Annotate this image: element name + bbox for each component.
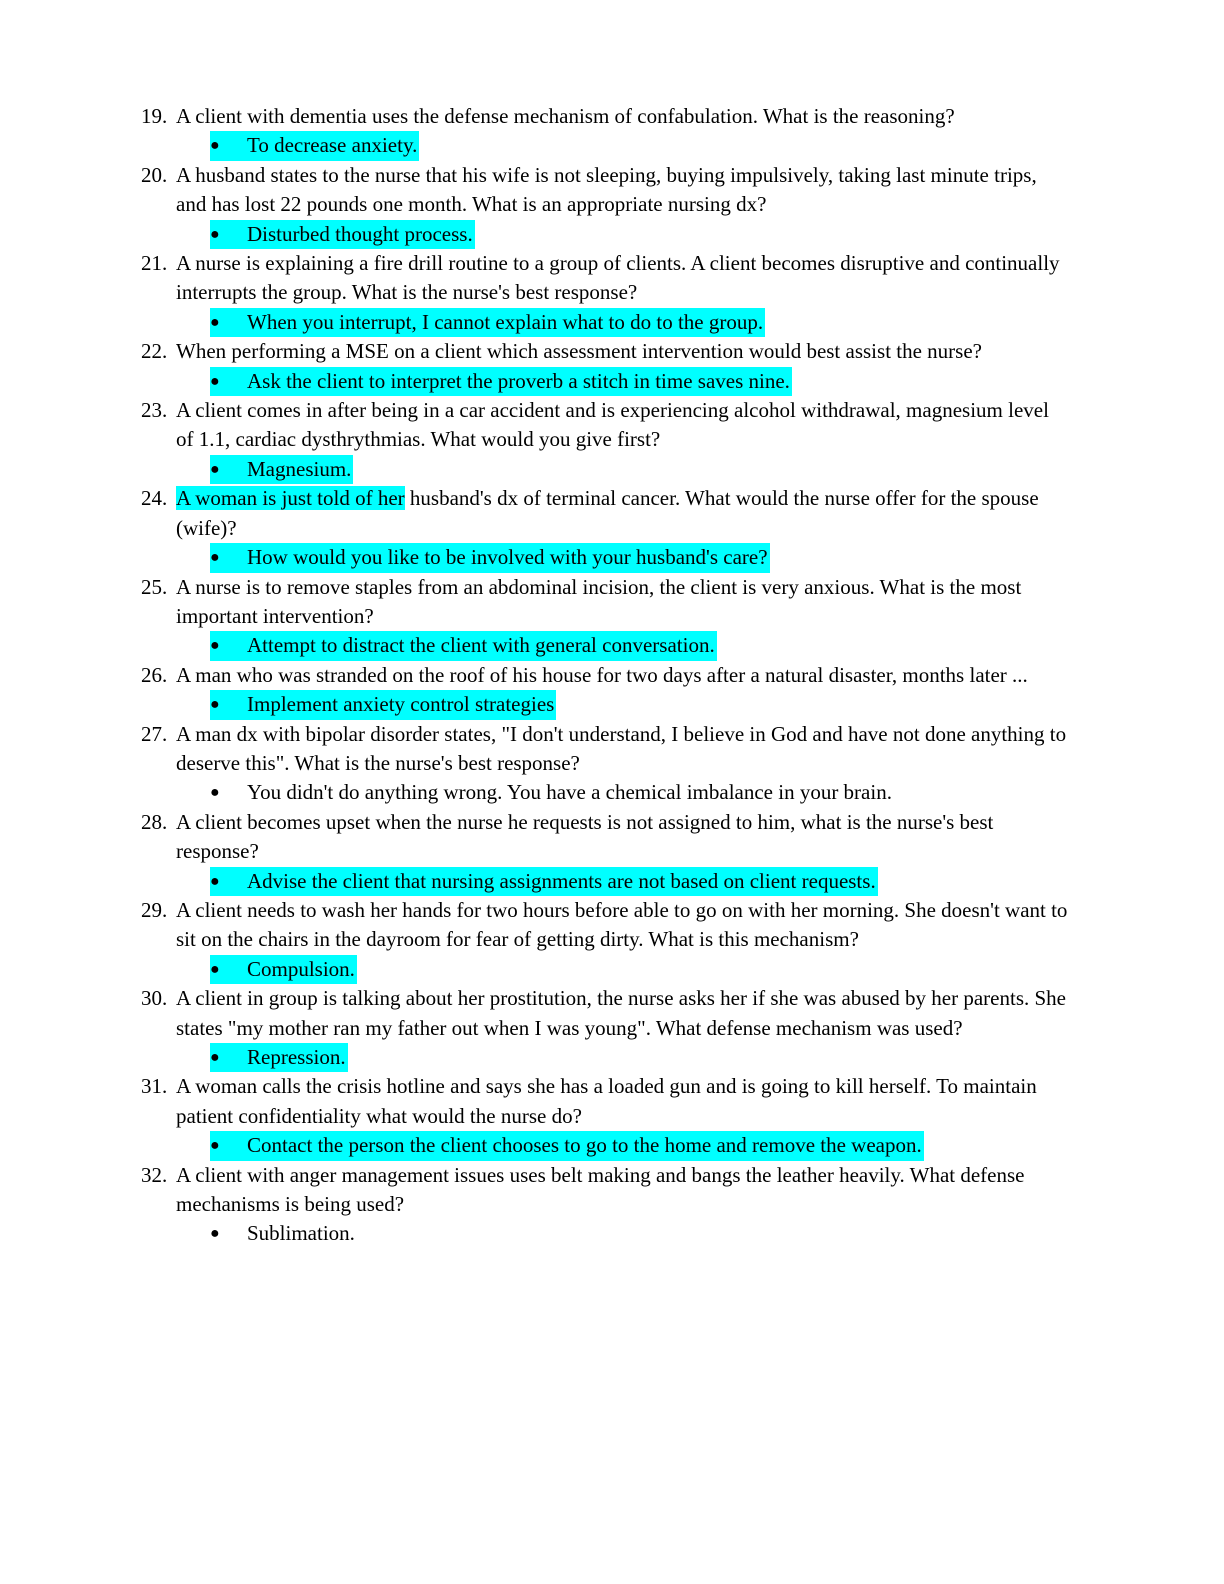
question-row [141, 1072, 1071, 1131]
question-item [141, 1161, 1071, 1249]
bullet-icon: ● [210, 867, 247, 896]
question-number: 30. [141, 986, 168, 1011]
answer-line [141, 1219, 1071, 1248]
question-number: 26. [141, 662, 168, 687]
answer-line [141, 778, 1071, 807]
answer-text: You didn't do anything wrong. You have a chemical imbalance in your brain. [247, 780, 892, 805]
answer-item [210, 778, 894, 807]
question-number: 24. [141, 486, 168, 511]
question-item [141, 896, 1071, 984]
answer-text: Repression. [247, 1043, 348, 1072]
question-item [141, 1072, 1071, 1160]
answer-item [210, 1219, 357, 1248]
bullet-icon: ● [210, 131, 247, 160]
answer-text: How would you like to be involved with your husband's care? [247, 543, 770, 572]
question-number: 32. [141, 1162, 168, 1187]
question-text: A man dx with bipolar disorder states, "I don't understand, I believe in God and have not done anything to deserve this". What is the nurse's best response? [176, 721, 1067, 775]
answer-line [141, 220, 1071, 249]
question-list [141, 102, 1071, 1249]
question-row [141, 396, 1071, 455]
answer-text: Ask the client to interpret the proverb a stitch in time saves nine. [247, 367, 792, 396]
answer-text: When you interrupt, I cannot explain what to do to the group. [247, 308, 765, 337]
question-text-highlight: A woman is just told of her [176, 486, 405, 511]
question-row [141, 102, 1071, 131]
answer-text: Compulsion. [247, 955, 357, 984]
question-row [141, 984, 1071, 1043]
question-text: A husband states to the nurse that his wife is not sleeping, buying impulsively, taking last minute trips, and has lost 22 pounds one month. What is an appropriate nursing dx? [176, 162, 1037, 217]
question-row [141, 720, 1071, 779]
answer-line [141, 308, 1071, 337]
question-number: 23. [141, 398, 168, 423]
question-item [141, 661, 1071, 720]
answer-line [141, 690, 1071, 719]
question-text: A client with anger management issues uses belt making and bangs the leather heavily. What defense mechanisms is being used? [176, 1162, 1025, 1217]
question-number: 21. [141, 251, 168, 276]
question-text: A woman calls the crisis hotline and says she has a loaded gun and is going to kill herself. To maintain patient confidentiality what would the nurse do? [176, 1074, 1037, 1128]
bullet-icon: ● [210, 220, 247, 249]
answer-item [210, 867, 878, 896]
answer-line [141, 867, 1071, 896]
question-text: A nurse is to remove staples from an abdominal incision, the client is very anxious. What is the most important intervention? [176, 574, 1022, 628]
answer-item [210, 367, 792, 396]
answer-item [210, 1131, 924, 1160]
question-row [141, 249, 1071, 308]
bullet-icon: ● [210, 1131, 247, 1160]
answer-text: Magnesium. [247, 455, 353, 484]
question-text: A nurse is explaining a fire drill routine to a group of clients. A client becomes disruptive and continually interrupts the group. What is the nurse's best response? [176, 251, 1060, 305]
question-item [141, 396, 1071, 484]
bullet-icon: ● [210, 455, 247, 484]
question-number: 20. [141, 162, 168, 187]
answer-line [141, 367, 1071, 396]
question-row [141, 484, 1071, 543]
question-row [141, 808, 1071, 867]
question-item [141, 161, 1071, 249]
answer-item [210, 955, 357, 984]
question-row [141, 337, 1071, 366]
question-number: 27. [141, 721, 168, 746]
question-text: A client becomes upset when the nurse he requests is not assigned to him, what is the nurse's best response? [176, 809, 994, 864]
question-text: A client needs to wash her hands for two hours before able to go on with her morning. She doesn't want to sit on the chairs in the dayroom for fear of getting dirty. What is this mechanism? [176, 897, 1068, 952]
question-item [141, 808, 1071, 896]
answer-text: Sublimation. [247, 1221, 355, 1246]
bullet-icon: ● [210, 955, 247, 984]
question-row [141, 896, 1071, 955]
answer-line [141, 131, 1071, 160]
question-number: 31. [141, 1074, 168, 1099]
question-item [141, 573, 1071, 661]
question-number: 22. [141, 339, 168, 364]
question-item [141, 337, 1071, 396]
answer-item [210, 220, 475, 249]
answer-item [210, 1043, 348, 1072]
question-row [141, 161, 1071, 220]
question-item [141, 102, 1071, 161]
answer-line [141, 1043, 1071, 1072]
question-text: When performing a MSE on a client which assessment intervention would best assist the nurse? [176, 339, 982, 364]
question-text: A man who was stranded on the roof of his house for two days after a natural disaster, months later ... [176, 662, 1028, 687]
bullet-icon: ● [210, 690, 247, 719]
answer-line [141, 543, 1071, 572]
bullet-icon: ● [210, 1043, 247, 1072]
answer-text: Advise the client that nursing assignments are not based on client requests. [247, 867, 878, 896]
answer-text: Implement anxiety control strategies [247, 690, 556, 719]
bullet-icon: ● [210, 367, 247, 396]
question-number: 28. [141, 809, 168, 834]
question-text: A client with dementia uses the defense mechanism of confabulation. What is the reasoning? [176, 104, 955, 128]
question-item [141, 484, 1071, 572]
question-text: A client comes in after being in a car accident and is experiencing alcohol withdrawal, magnesium level of 1.1, cardiac dysthrythmias. What would you give first? [176, 398, 1049, 452]
question-item [141, 984, 1071, 1072]
answer-text: Contact the person the client chooses to go to the home and remove the weapon. [247, 1131, 924, 1160]
answer-item [210, 690, 556, 719]
question-row [141, 573, 1071, 632]
question-text: A client in group is talking about her prostitution, the nurse asks her if she was abused by her parents. She states "my mother ran my father out when I was young". What defense mechanism was used? [176, 986, 1066, 1040]
answer-item [210, 131, 419, 160]
question-row [141, 1161, 1071, 1220]
answer-item [210, 308, 765, 337]
question-number: 19. [141, 104, 168, 128]
answer-item [210, 631, 717, 660]
answer-item [210, 543, 770, 572]
answer-text: Disturbed thought process. [247, 220, 475, 249]
answer-text: Attempt to distract the client with general conversation. [247, 631, 717, 660]
answer-item [210, 455, 353, 484]
bullet-icon: ● [210, 543, 247, 572]
answer-line [141, 455, 1071, 484]
question-item [141, 720, 1071, 808]
answer-line [141, 631, 1071, 660]
question-number: 25. [141, 574, 168, 599]
answer-text: To decrease anxiety. [247, 131, 419, 160]
answer-line [141, 1131, 1071, 1160]
question-text [176, 484, 1071, 543]
question-row [141, 661, 1071, 690]
bullet-icon: ● [210, 784, 220, 802]
bullet-icon: ● [210, 1225, 220, 1243]
question-number: 29. [141, 897, 168, 922]
answer-line [141, 955, 1071, 984]
question-item [141, 249, 1071, 337]
bullet-icon: ● [210, 308, 247, 337]
bullet-icon: ● [210, 631, 247, 660]
question-text-rest: husband's dx of terminal cancer. What would the nurse offer for the spouse (wife)? [176, 486, 1039, 540]
